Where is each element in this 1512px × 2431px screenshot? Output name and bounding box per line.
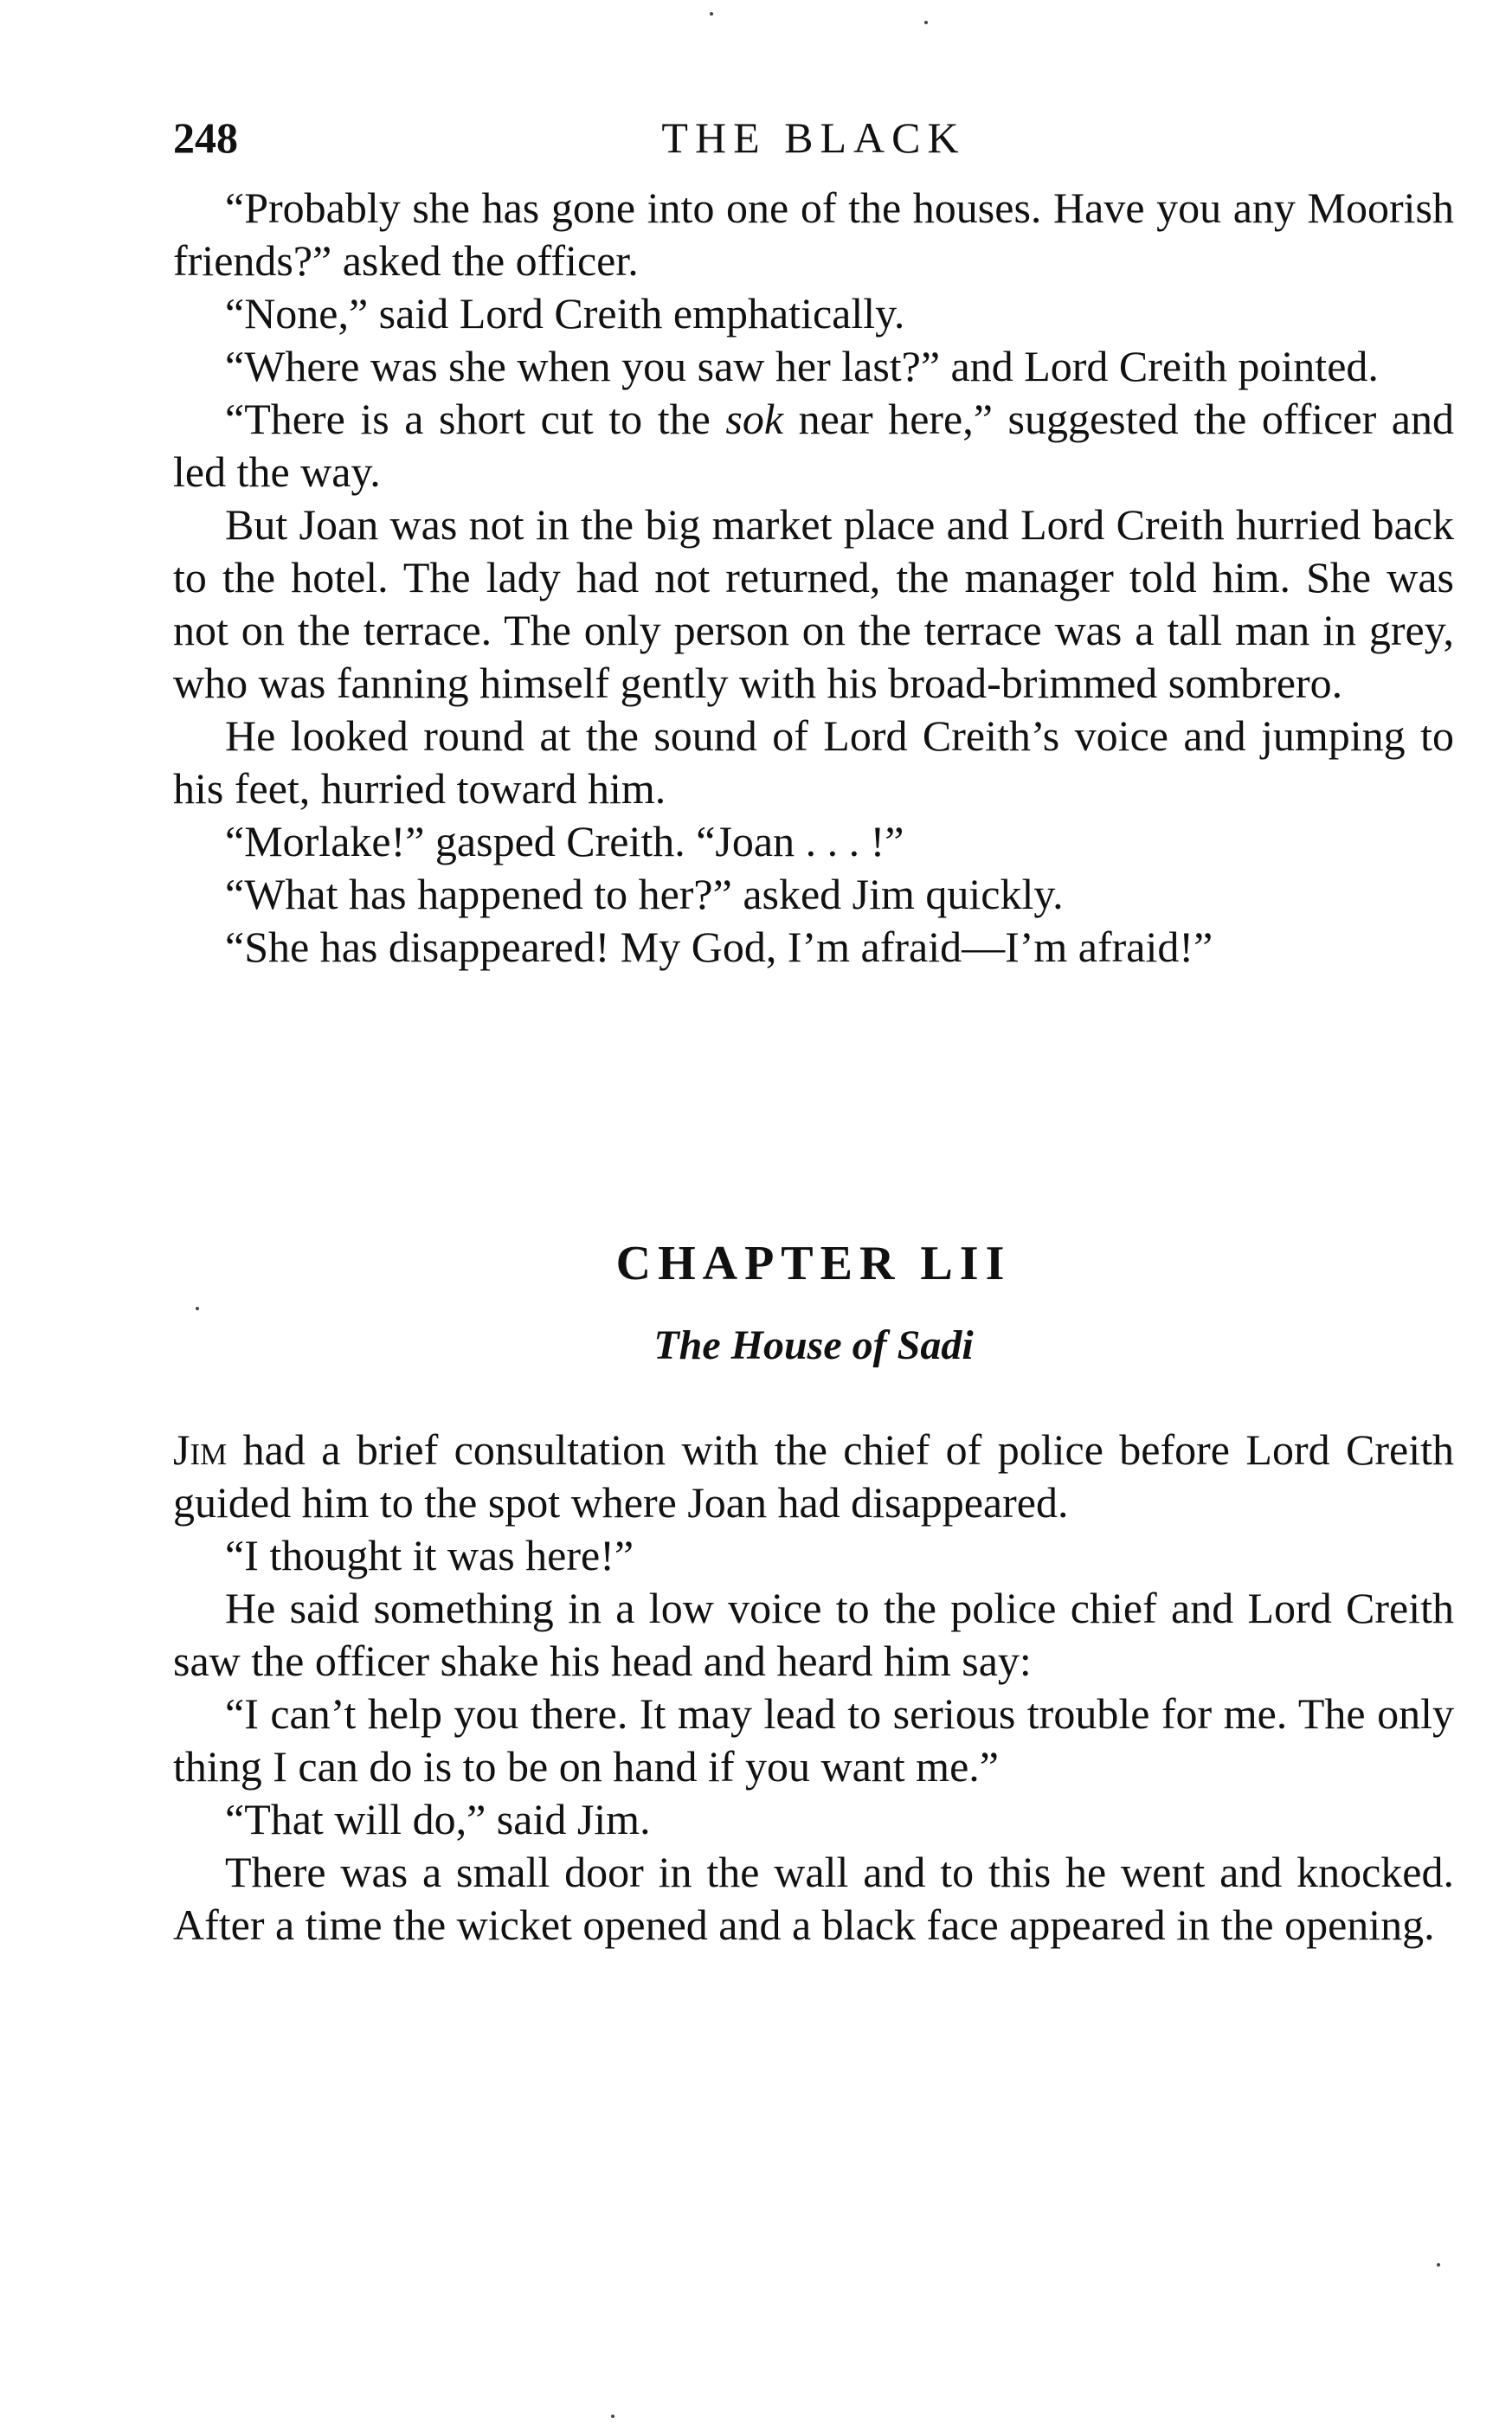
paragraph: “What has happened to her?” asked Jim quickly. — [225, 870, 1064, 918]
opening-paragraph — [173, 1424, 1454, 1529]
paragraph: “Where was she when you saw her last?” and Lord Creith pointed. — [225, 342, 1379, 390]
print-speck — [611, 2415, 614, 2418]
section-one-text — [173, 182, 1454, 974]
page-header — [173, 104, 1454, 182]
print-speck — [924, 21, 928, 24]
paragraph: “I thought it was here!” — [225, 1531, 634, 1579]
paragraph-text: “There is a short cut to the — [225, 395, 726, 443]
paragraph: There was a small door in the wall and to this he went and knocked. After a time the wicket opened and a black face appeared in the opening. — [173, 1848, 1454, 1949]
chapter-break-space — [173, 974, 1454, 1225]
paragraph: “She has disappeared! My God, I’m afraid—I’m afraid!” — [225, 923, 1213, 971]
paragraph-text: had a brief consultation with the chief of police before Lord Creith guided him to the spot where Joan had disappeared. — [173, 1425, 1454, 1527]
book-page — [173, 104, 1454, 1952]
paragraph: He said something in a low voice to the police chief and Lord Creith saw the officer shake his head and heard him say: — [173, 1584, 1454, 1685]
opening-word: Jim — [173, 1425, 228, 1474]
chapter-title: CHAPTER LII — [615, 1237, 1012, 1290]
paragraph: “That will do,” said Jim. — [225, 1795, 651, 1843]
paragraph: “Morlake!” gasped Creith. “Joan . . . !” — [225, 817, 904, 865]
paragraph: “I can’t help you there. It may lead to serious trouble for me. The only thing I can do is to be on hand if you want me.” — [173, 1689, 1454, 1791]
print-speck — [710, 12, 713, 16]
italic-word: sok — [725, 395, 784, 443]
running-head: THE BLACK — [661, 113, 966, 162]
chapter-subtitle: The House of Sadi — [653, 1322, 974, 1368]
paragraph: “None,” said Lord Creith emphatically. — [225, 289, 905, 338]
print-speck — [1437, 2263, 1440, 2267]
paragraph-text: near here,” suggested the officer and led the way. — [173, 395, 1454, 496]
print-speck — [196, 1307, 199, 1310]
paragraph: But Joan was not in the big market place and Lord Creith hurried back to the hotel. The lady had not returned, the manager told him. She was not on the terrace. The only person on the terrace was a tall man in grey, who was fanning himself gently with his broad-brimmed sombrero. — [173, 500, 1454, 707]
paragraph — [173, 393, 1454, 498]
paragraph: “Probably she has gone into one of the houses. Have you any Moorish friends?” asked the officer. — [173, 183, 1454, 285]
paragraph: He looked round at the sound of Lord Creith’s voice and jumping to his feet, hurried toward him. — [173, 711, 1454, 813]
page-number: 248 — [173, 113, 238, 162]
section-two-text — [173, 1424, 1454, 1952]
